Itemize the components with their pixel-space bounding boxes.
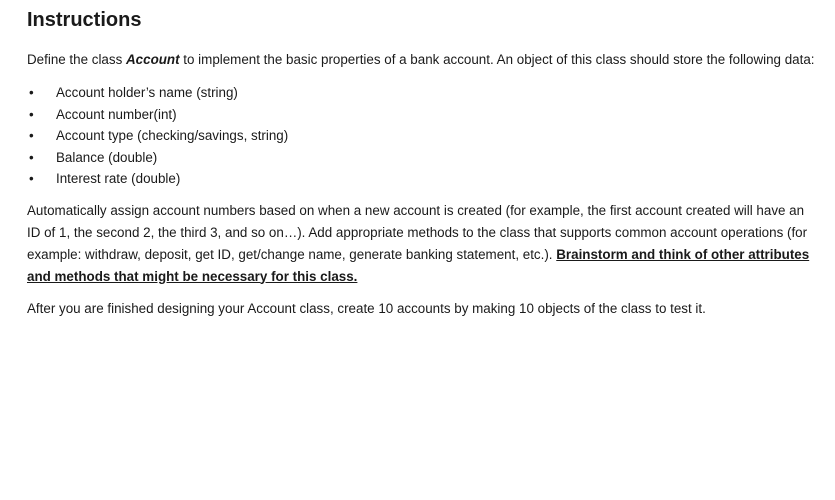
intro-suffix: to implement the basic properties of a bank account. An object of this class should store the following data:: [179, 52, 815, 67]
bullet-icon: •: [29, 149, 34, 165]
intro-paragraph: [27, 49, 817, 71]
brainstorm-emphasis: Brainstorm and think of other attributes and methods that might be necessary for this class.: [27, 246, 810, 284]
bullet-icon: •: [29, 171, 34, 186]
list-item: [27, 147, 817, 169]
bullet-icon: •: [29, 106, 34, 122]
list-item-text: Balance (double): [56, 149, 158, 165]
account-numbers-paragraph: [27, 200, 817, 288]
account-numbers-text: Automatically assign account numbers based on when a new account is created (for example, the first account created will have an ID of 1, the second 2, the third 3, and so on…). Add appropriate methods to the class that supports common account operations (for example: withdraw, deposit, get ID, get/change name, generate banking statement, etc.).: [27, 202, 808, 262]
field-list: [27, 82, 817, 190]
list-item: [27, 168, 817, 190]
intro-prefix: Define the class: [27, 52, 126, 67]
list-item-text: Account number(int): [56, 106, 177, 122]
list-item: [27, 125, 817, 147]
list-item: [27, 82, 817, 104]
class-name: Account: [126, 52, 180, 67]
bullet-icon: •: [29, 128, 34, 143]
closing-paragraph: After you are finished designing your Account class, create 10 accounts by making 10 objects of the class to test it.: [27, 300, 706, 316]
instructions-document: [27, 0, 817, 320]
list-item: [27, 104, 817, 126]
list-item-text: Account holder’s name (string): [56, 85, 238, 100]
list-item-text: Account type (checking/savings, string): [56, 128, 289, 143]
bullet-icon: •: [29, 85, 34, 100]
list-item-text: Interest rate (double): [56, 171, 181, 186]
page-title: Instructions: [27, 9, 142, 31]
